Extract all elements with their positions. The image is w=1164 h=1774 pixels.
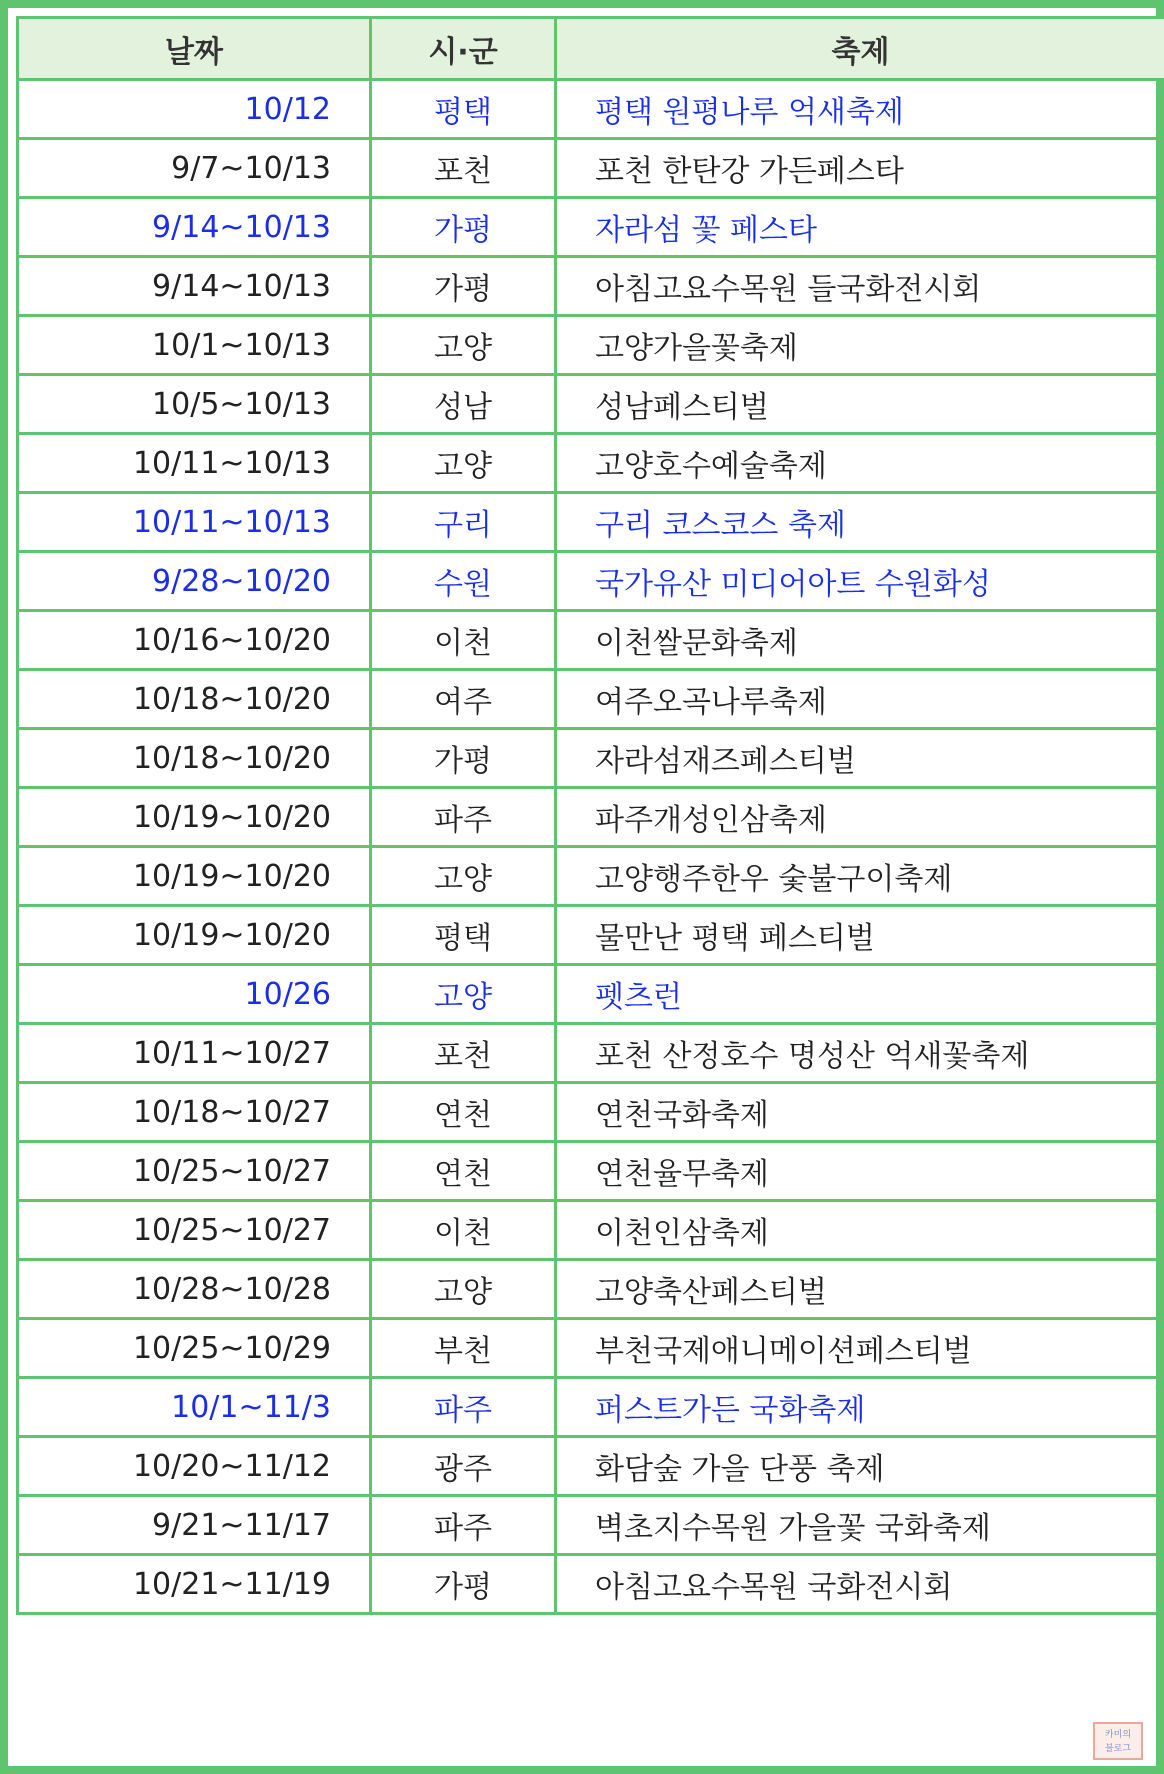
cell-date: 10/16~10/20 xyxy=(18,611,371,670)
cell-festival: 고양호수예술축제 xyxy=(556,434,1164,493)
table-row xyxy=(18,1201,1164,1260)
cell-date: 9/21~11/17 xyxy=(18,1496,371,1555)
cell-date: 10/1~11/3 xyxy=(18,1378,371,1437)
table-row xyxy=(18,611,1164,670)
cell-city: 고양 xyxy=(371,847,556,906)
table-row xyxy=(18,80,1164,139)
cell-festival: 고양행주한우 숯불구이축제 xyxy=(556,847,1164,906)
cell-festival: 고양축산페스티벌 xyxy=(556,1260,1164,1319)
table-row xyxy=(18,552,1164,611)
cell-festival: 연천국화축제 xyxy=(556,1083,1164,1142)
cell-city: 포천 xyxy=(371,139,556,198)
cell-date: 9/14~10/13 xyxy=(18,198,371,257)
cell-date: 10/25~10/27 xyxy=(18,1201,371,1260)
cell-date: 10/19~10/20 xyxy=(18,906,371,965)
header-row xyxy=(18,18,1164,80)
table-row xyxy=(18,847,1164,906)
cell-festival: 파주개성인삼축제 xyxy=(556,788,1164,847)
cell-city: 고양 xyxy=(371,434,556,493)
cell-festival: 부천국제애니메이션페스티벌 xyxy=(556,1319,1164,1378)
cell-city: 고양 xyxy=(371,1260,556,1319)
cell-city: 가평 xyxy=(371,198,556,257)
cell-festival: 연천율무축제 xyxy=(556,1142,1164,1201)
table-row xyxy=(18,1142,1164,1201)
table-row xyxy=(18,1083,1164,1142)
table-row xyxy=(18,1319,1164,1378)
table-row xyxy=(18,139,1164,198)
cell-festival: 자라섬재즈페스티벌 xyxy=(556,729,1164,788)
cell-city: 이천 xyxy=(371,611,556,670)
table-row xyxy=(18,1496,1164,1555)
cell-festival: 벽초지수목원 가을꽃 국화축제 xyxy=(556,1496,1164,1555)
table-row xyxy=(18,1378,1164,1437)
cell-city: 포천 xyxy=(371,1024,556,1083)
watermark-line1: 카미의 xyxy=(1104,1730,1132,1740)
table-row xyxy=(18,493,1164,552)
cell-date: 10/19~10/20 xyxy=(18,788,371,847)
table-row xyxy=(18,729,1164,788)
header-city: 시·군 xyxy=(371,18,556,80)
cell-date: 9/14~10/13 xyxy=(18,257,371,316)
cell-festival: 이천인삼축제 xyxy=(556,1201,1164,1260)
cell-festival: 구리 코스코스 축제 xyxy=(556,493,1164,552)
cell-date: 10/11~10/13 xyxy=(18,493,371,552)
cell-city: 파주 xyxy=(371,788,556,847)
cell-city: 가평 xyxy=(371,1555,556,1614)
cell-date: 10/1~10/13 xyxy=(18,316,371,375)
cell-city: 파주 xyxy=(371,1496,556,1555)
cell-city: 수원 xyxy=(371,552,556,611)
watermark-line2: 블로그 xyxy=(1104,1744,1132,1754)
cell-festival: 아침고요수목원 들국화전시회 xyxy=(556,257,1164,316)
table-row xyxy=(18,1555,1164,1614)
table-row xyxy=(18,316,1164,375)
cell-date: 10/26 xyxy=(18,965,371,1024)
cell-date: 10/12 xyxy=(18,80,371,139)
table-body xyxy=(18,80,1164,1614)
table-row xyxy=(18,434,1164,493)
table-row xyxy=(18,670,1164,729)
cell-city: 파주 xyxy=(371,1378,556,1437)
cell-date: 10/21~11/19 xyxy=(18,1555,371,1614)
table-row xyxy=(18,906,1164,965)
cell-festival: 국가유산 미디어아트 수원화성 xyxy=(556,552,1164,611)
blog-watermark xyxy=(1093,1722,1143,1760)
table-row xyxy=(18,1437,1164,1496)
cell-city: 이천 xyxy=(371,1201,556,1260)
cell-city: 여주 xyxy=(371,670,556,729)
cell-date: 10/20~11/12 xyxy=(18,1437,371,1496)
cell-festival: 포천 산정호수 명성산 억새꽃축제 xyxy=(556,1024,1164,1083)
cell-city: 광주 xyxy=(371,1437,556,1496)
cell-date: 10/25~10/27 xyxy=(18,1142,371,1201)
cell-festival: 펫츠런 xyxy=(556,965,1164,1024)
cell-city: 평택 xyxy=(371,906,556,965)
cell-date: 9/28~10/20 xyxy=(18,552,371,611)
cell-date: 10/5~10/13 xyxy=(18,375,371,434)
cell-festival: 아침고요수목원 국화전시회 xyxy=(556,1555,1164,1614)
cell-city: 고양 xyxy=(371,316,556,375)
header-festival: 축제 xyxy=(556,18,1164,80)
cell-festival: 화담숲 가을 단풍 축제 xyxy=(556,1437,1164,1496)
table-row xyxy=(18,1024,1164,1083)
cell-city: 평택 xyxy=(371,80,556,139)
cell-festival: 퍼스트가든 국화축제 xyxy=(556,1378,1164,1437)
cell-date: 10/18~10/20 xyxy=(18,729,371,788)
cell-city: 구리 xyxy=(371,493,556,552)
cell-festival: 여주오곡나루축제 xyxy=(556,670,1164,729)
cell-city: 성남 xyxy=(371,375,556,434)
festival-table xyxy=(16,16,1164,1615)
cell-city: 가평 xyxy=(371,729,556,788)
table-row xyxy=(18,375,1164,434)
cell-date: 10/18~10/20 xyxy=(18,670,371,729)
cell-date: 10/18~10/27 xyxy=(18,1083,371,1142)
table-row xyxy=(18,198,1164,257)
cell-date: 10/28~10/28 xyxy=(18,1260,371,1319)
table-row xyxy=(18,1260,1164,1319)
cell-festival: 고양가을꽃축제 xyxy=(556,316,1164,375)
cell-festival: 포천 한탄강 가든페스타 xyxy=(556,139,1164,198)
header-date: 날짜 xyxy=(18,18,371,80)
cell-city: 연천 xyxy=(371,1142,556,1201)
cell-city: 가평 xyxy=(371,257,556,316)
cell-festival: 이천쌀문화축제 xyxy=(556,611,1164,670)
table-header xyxy=(18,18,1164,80)
cell-city: 부천 xyxy=(371,1319,556,1378)
cell-festival: 평택 원평나루 억새축제 xyxy=(556,80,1164,139)
table-row xyxy=(18,257,1164,316)
cell-date: 10/25~10/29 xyxy=(18,1319,371,1378)
cell-festival: 자라섬 꽃 페스타 xyxy=(556,198,1164,257)
cell-city: 고양 xyxy=(371,965,556,1024)
cell-date: 9/7~10/13 xyxy=(18,139,371,198)
table-row xyxy=(18,965,1164,1024)
table-row xyxy=(18,788,1164,847)
cell-date: 10/11~10/27 xyxy=(18,1024,371,1083)
cell-date: 10/11~10/13 xyxy=(18,434,371,493)
cell-festival: 성남페스티벌 xyxy=(556,375,1164,434)
cell-festival: 물만난 평택 페스티벌 xyxy=(556,906,1164,965)
cell-date: 10/19~10/20 xyxy=(18,847,371,906)
cell-city: 연천 xyxy=(371,1083,556,1142)
